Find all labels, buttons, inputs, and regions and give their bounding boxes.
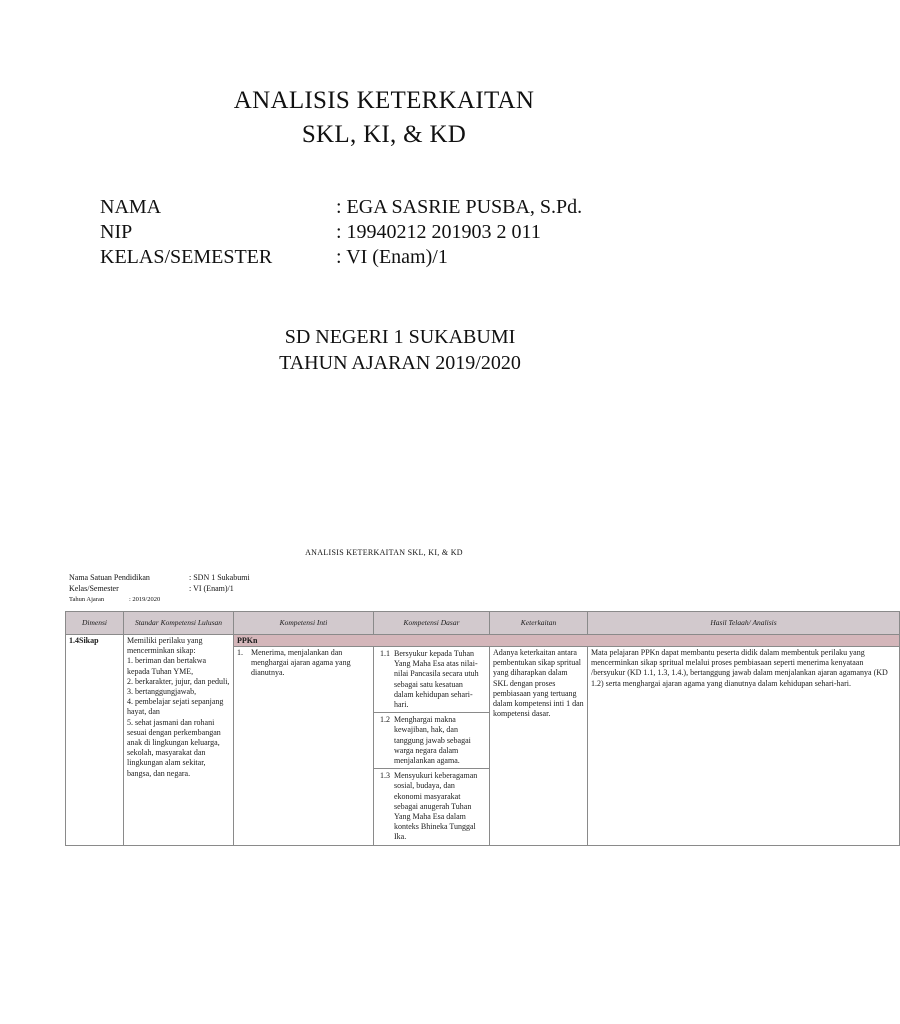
- ki-number: 1.: [237, 648, 243, 657]
- kd-text: Menghargai makna kewajiban, hak, dan tanggung jawab sebagai warga negara dalam menjalankan agama.: [394, 715, 471, 766]
- cell-kd-3: [374, 769, 490, 845]
- table-row: [66, 635, 900, 647]
- kd-number: 1.3: [380, 771, 390, 781]
- table-header-row: [66, 612, 900, 635]
- meta-kelas-value: : VI (Enam)/1: [189, 584, 234, 593]
- cell-kd-1: [374, 647, 490, 713]
- nip-value: : 19940212 201903 2 011: [336, 221, 541, 243]
- subject-band: PPKn: [234, 635, 900, 647]
- analysis-table: [65, 611, 900, 846]
- meta-satuan-value: : SDN 1 Sukabumi: [189, 573, 250, 582]
- cell-skl: Memiliki perilaku yang mencerminkan sikap: 1. beriman dan bertakwa kepada Tuhan YME, 2. berkarakter, jujur, dan peduli, 3. bertanggungjawab, 4. pembelajar sejati sepanjang hayat, dan 5. sehat jasmani dan rohani sesuai dengan perkembangan anak di lingkungan keluarga, sekolah, masyarakat dan lingkungan alam sekitar, bangsa, dan negara.: [124, 635, 234, 846]
- kelas-semester-label: KELAS/SEMESTER: [100, 246, 273, 268]
- header-skl: Standar Kompetensi Lulusan: [124, 612, 234, 635]
- header-kompetensi-dasar: Kompetensi Dasar: [374, 612, 490, 635]
- kd-text: Mensyukuri keberagaman sosial, budaya, dan ekonomi masyarakat sebagai anugerah Tuhan Yang Maha Esa dalam konteks Bhineka Tunggal Ika.: [394, 771, 478, 842]
- academic-year: TAHUN AJARAN 2019/2020: [279, 352, 521, 374]
- document-title-line-2: SKL, KI, & KD: [301, 121, 467, 148]
- nip-label: NIP: [100, 221, 133, 243]
- meta-kelas-label: Kelas/Semester: [69, 584, 119, 593]
- cell-kd-2: [374, 713, 490, 769]
- document-title-line-1: ANALISIS KETERKAITAN: [233, 87, 535, 114]
- kd-number: 1.1: [380, 649, 390, 658]
- kelas-semester-value: : VI (Enam)/1: [336, 246, 448, 268]
- ki-text: Menerima, menjalankan dan menghargai ajaran agama yang dianutnya.: [251, 648, 351, 678]
- meta-tahun-value: : 2019/2020: [129, 596, 161, 603]
- school-name: SD NEGERI 1 SUKABUMI: [284, 326, 516, 348]
- cell-keterkaitan: Adanya keterkaitan antara pembentukan sikap spritual yang diharapkan dalam SKL dengan proses pembiasaan yang tertuang dalam kompetensi inti 1 dan kompetensi dasar.: [490, 647, 588, 846]
- sheet-title: ANALISIS KETERKAITAN SKL, KI, & KD: [305, 548, 463, 557]
- header-keterkaitan: Keterkaitan: [490, 612, 588, 635]
- meta-tahun-label: Tahun Ajaran: [69, 596, 105, 603]
- header-dimensi: Dimensi: [66, 612, 124, 635]
- cell-kompetensi-inti: [234, 647, 374, 846]
- nama-value: : EGA SASRIE PUSBA, S.Pd.: [336, 196, 583, 218]
- kd-text: Bersyukur kepada Tuhan Yang Maha Esa atas nilai-nilai Pancasila secara utuh sebagai satu kesatuan dalam kehidupan sehari-hari.: [394, 649, 479, 710]
- kd-number: 1.2: [380, 715, 390, 725]
- cell-hasil-telaah: Mata pelajaran PPKn dapat membantu peserta didik dalam membentuk perilaku yang mencerminkan sikap spritual melalui proses pembiasaan seperti menerima kenyataan /bersyukur (KD 1.1, 1.3, 1.4.), bertanggung jawab dalam menjalankan ajaran agamanya (KD 1.2) serta menghargai ajaran agama yang dianutnya dalam kehidupan sehari-hari.: [588, 647, 900, 846]
- cell-dimensi: 1.4Sikap: [66, 635, 124, 846]
- nama-label: NAMA: [100, 196, 162, 218]
- meta-satuan-label: Nama Satuan Pendidikan: [69, 573, 150, 582]
- header-kompetensi-inti: Kompetensi Inti: [234, 612, 374, 635]
- header-hasil-telaah: Hasil Telaah/ Analisis: [588, 612, 900, 635]
